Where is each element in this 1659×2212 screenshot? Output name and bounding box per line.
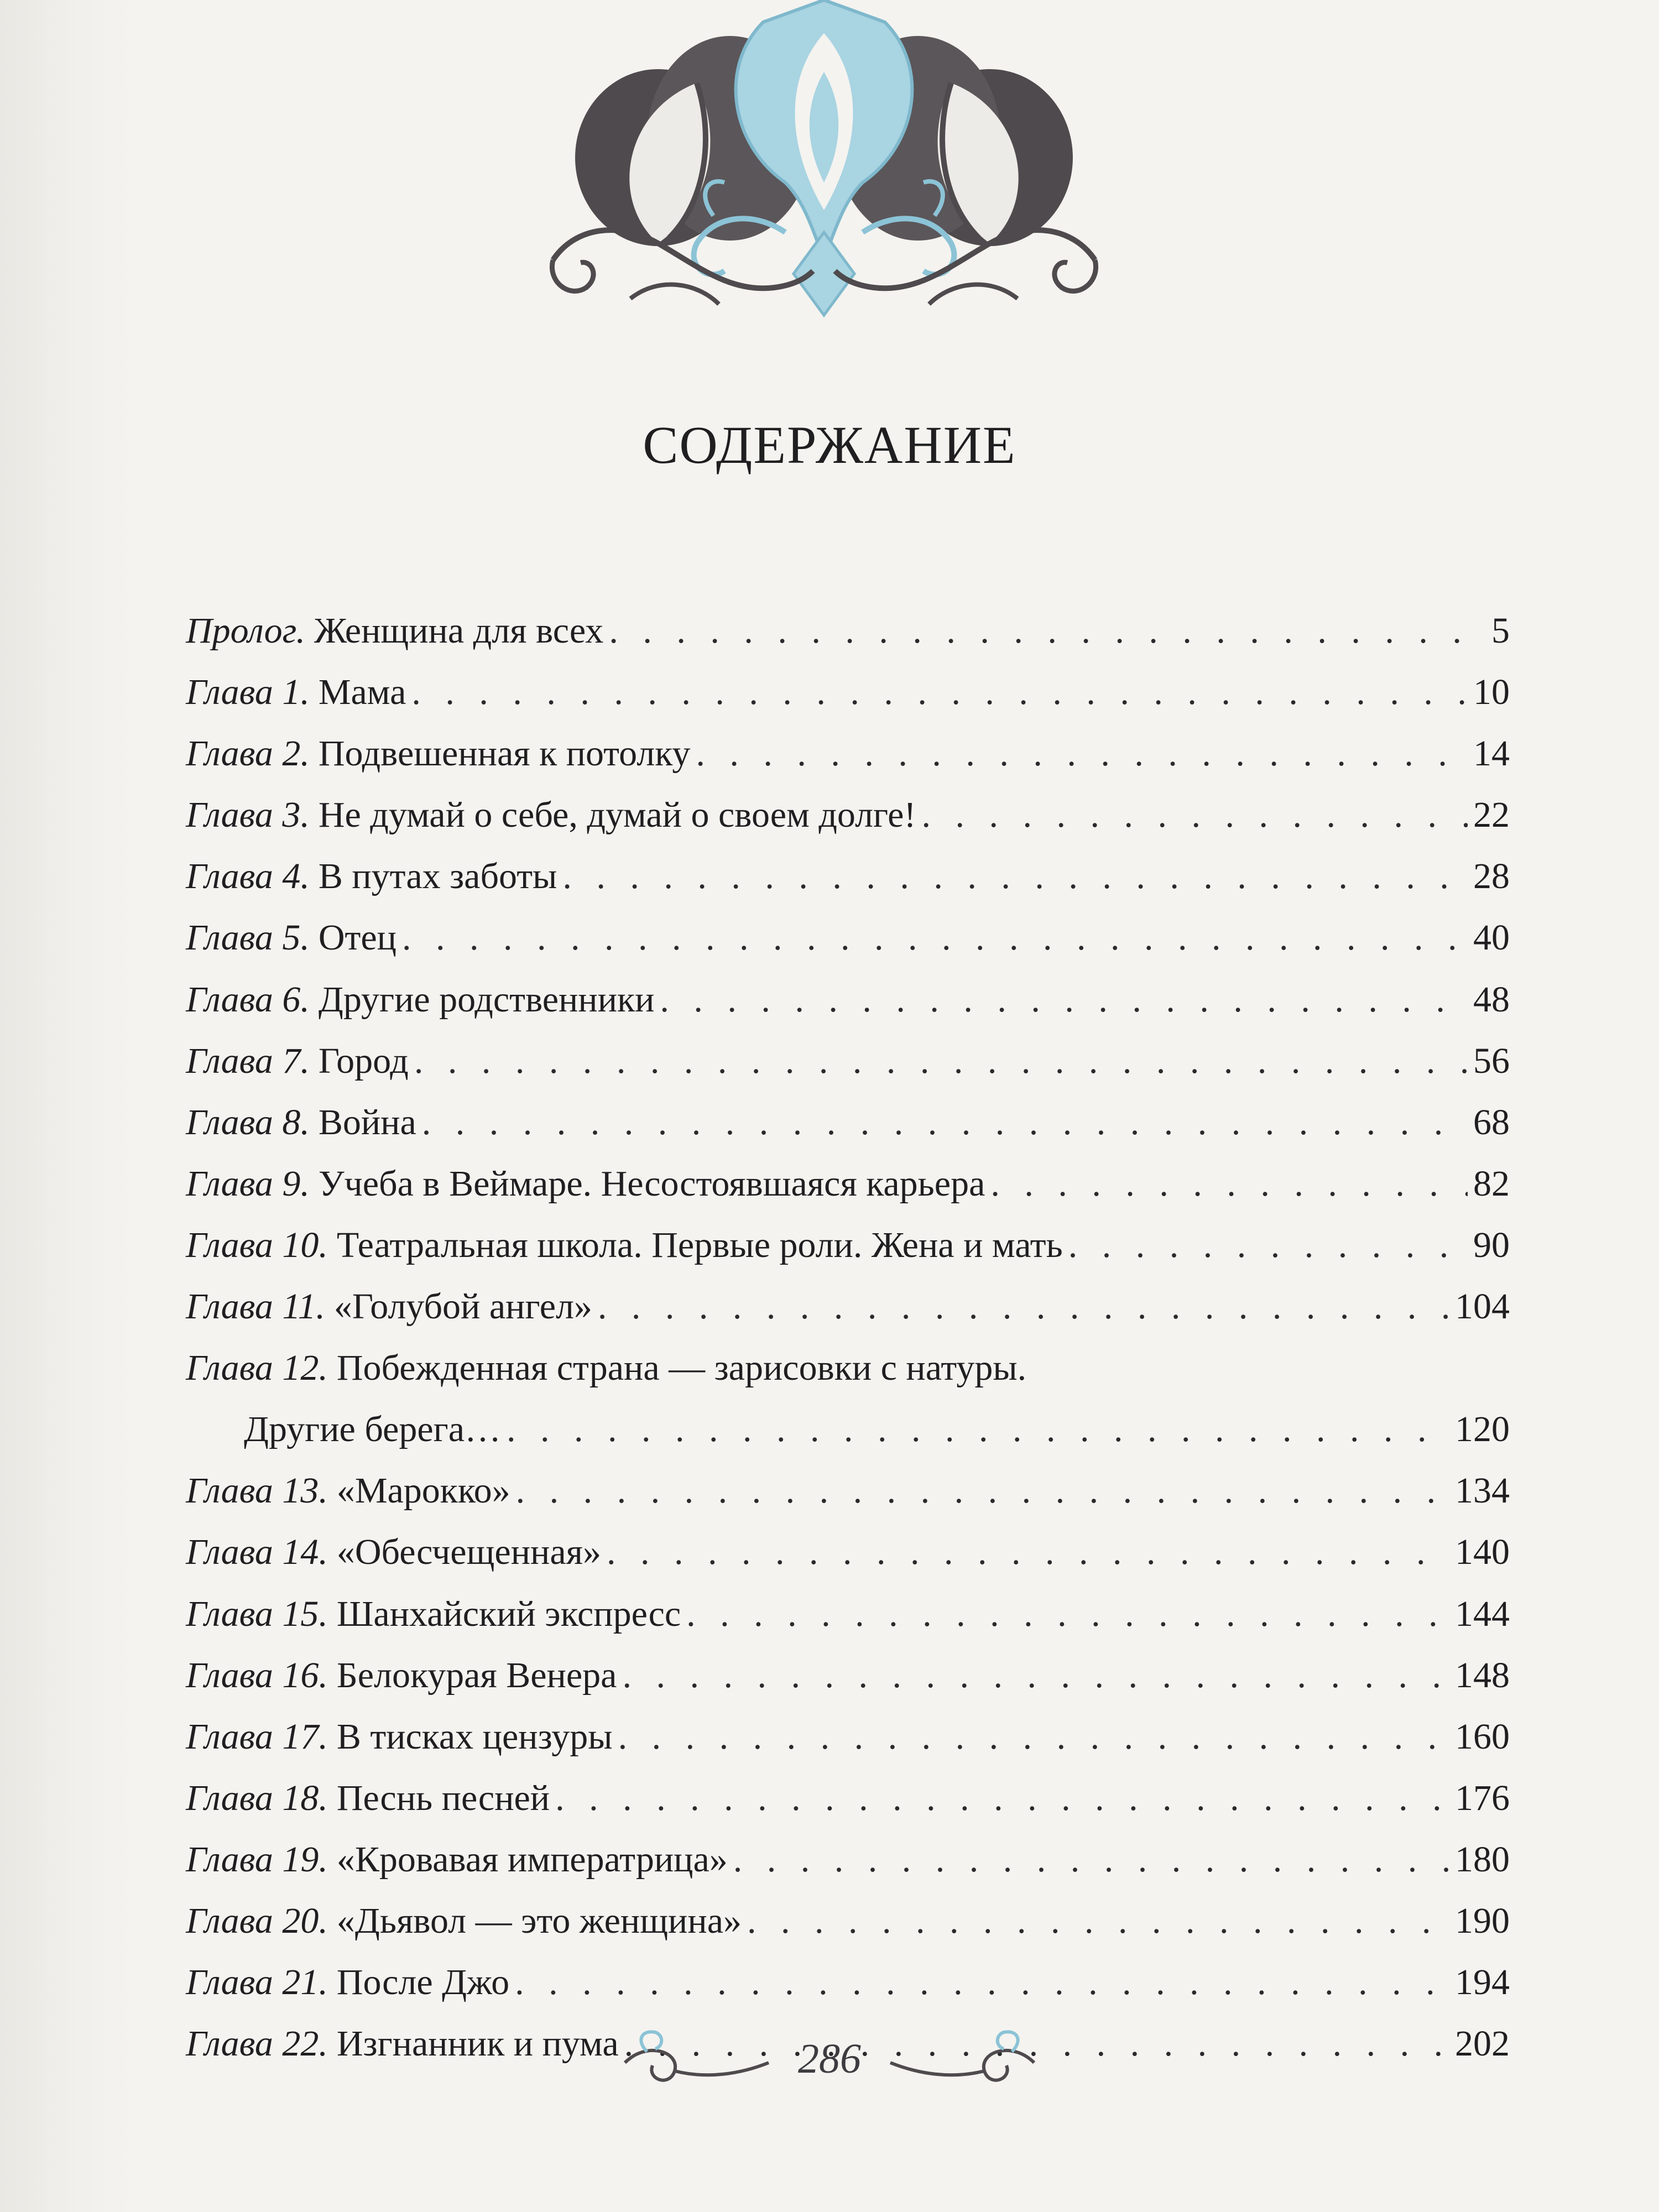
toc-leader-dots bbox=[660, 969, 1468, 1030]
toc-entry-title: В тисках цензуры bbox=[336, 1716, 613, 1757]
toc-leader-dots bbox=[414, 1030, 1468, 1092]
toc-entry bbox=[186, 1583, 1510, 1645]
toc-entry-title: Учеба в Веймаре. Несостоявшаяся карьера bbox=[318, 1163, 985, 1204]
toc-entry-title: Изгнанник и пума bbox=[336, 2023, 619, 2064]
toc-entry-title: Побежденная страна — зарисовки с натуры. bbox=[336, 1348, 1027, 1389]
toc-leader-dots bbox=[921, 784, 1468, 846]
toc-entry-page: 82 bbox=[1473, 1163, 1510, 1204]
toc-leader-dots bbox=[696, 723, 1468, 784]
toc-entry-page: 28 bbox=[1473, 856, 1510, 897]
toc-entry bbox=[186, 846, 1510, 907]
toc-entry-page: 134 bbox=[1455, 1470, 1510, 1511]
toc-leader-dots bbox=[411, 661, 1468, 723]
page-number: 286 bbox=[798, 2036, 861, 2082]
toc-entry-title: Шанхайский экспресс bbox=[336, 1593, 681, 1634]
toc-entry-title: Белокурая Венера bbox=[336, 1655, 617, 1695]
toc-entry-title: После Джо bbox=[336, 1962, 510, 2003]
toc-entry-page: 90 bbox=[1473, 1224, 1510, 1265]
toc-entry-page: 120 bbox=[1455, 1409, 1510, 1450]
toc-leader-dots bbox=[990, 1153, 1468, 1214]
toc-entry-title: Город bbox=[318, 1040, 409, 1081]
toc-entry-title: В путах заботы bbox=[318, 856, 557, 897]
toc-leader-dots bbox=[562, 846, 1468, 907]
toc-entry-title: Женщина для всех bbox=[314, 611, 604, 651]
toc-entry-title: «Обесчещенная» bbox=[336, 1532, 602, 1573]
toc-entry-label: Глава 16. bbox=[186, 1655, 328, 1695]
toc-entry-label: Глава 3. bbox=[186, 795, 310, 836]
toc-entry bbox=[186, 1829, 1510, 1890]
toc-entry bbox=[186, 1645, 1510, 1706]
toc-entry-page: 190 bbox=[1455, 1900, 1510, 1941]
toc-leader-dots bbox=[733, 1829, 1449, 1890]
toc-entry bbox=[186, 723, 1510, 784]
toc-entry-page: 22 bbox=[1473, 795, 1510, 836]
page-edge-shadow bbox=[0, 0, 133, 2212]
toc-entry-label: Глава 12. bbox=[186, 1348, 328, 1389]
toc-entry-page: 180 bbox=[1455, 1839, 1510, 1880]
toc-entry-title: «Кровавая императрица» bbox=[336, 1839, 728, 1880]
toc-entry-page: 48 bbox=[1473, 979, 1510, 1020]
toc-leader-dots bbox=[607, 1521, 1449, 1583]
toc-entry bbox=[186, 1767, 1510, 1829]
toc-leader-dots bbox=[555, 1767, 1449, 1829]
toc-entry bbox=[186, 1153, 1510, 1214]
page-footer bbox=[614, 2018, 1045, 2096]
toc-entry bbox=[186, 1706, 1510, 1767]
toc-entry bbox=[186, 1460, 1510, 1521]
toc-entry-label: Глава 5. bbox=[186, 917, 310, 958]
toc-entry bbox=[186, 1399, 1510, 1460]
toc-entry-label: Глава 2. bbox=[186, 733, 310, 774]
toc-entry-page: 56 bbox=[1473, 1040, 1510, 1081]
toc-entry-label: Глава 13. bbox=[186, 1470, 328, 1511]
toc-entry-page: 14 bbox=[1473, 733, 1510, 774]
toc-leader-dots bbox=[1068, 1214, 1468, 1276]
toc-entry-label: Глава 6. bbox=[186, 979, 310, 1020]
page-title: СОДЕРЖАНИЕ bbox=[643, 415, 1016, 474]
toc-entry-label: Глава 14. bbox=[186, 1532, 328, 1573]
toc-entry-page: 160 bbox=[1455, 1716, 1510, 1757]
toc-entry-label: Глава 9. bbox=[186, 1163, 310, 1204]
table-of-contents bbox=[186, 600, 1510, 2074]
toc-entry-title: Другие родственники bbox=[318, 979, 655, 1020]
toc-entry-label: Глава 18. bbox=[186, 1777, 328, 1818]
toc-entry-label: Глава 10. bbox=[186, 1224, 328, 1265]
fleur-ornament-icon bbox=[531, 0, 1117, 332]
toc-entry bbox=[186, 1276, 1510, 1337]
toc-entry-label: Пролог. bbox=[186, 611, 305, 651]
toc-entry-title: «Голубой ангел» bbox=[333, 1286, 592, 1327]
toc-entry-label: Глава 4. bbox=[186, 856, 310, 897]
toc-leader-dots bbox=[598, 1276, 1449, 1337]
toc-entry-title: Не думай о себе, думай о своем долге! bbox=[318, 795, 916, 836]
toc-entry-label: Глава 7. bbox=[186, 1040, 310, 1081]
toc-leader-dots bbox=[618, 1706, 1449, 1767]
toc-entry bbox=[186, 1952, 1510, 2013]
toc-entry-label: Глава 17. bbox=[186, 1716, 328, 1757]
toc-entry-title: Мама bbox=[318, 672, 406, 713]
toc-entry-label: Глава 8. bbox=[186, 1102, 310, 1142]
toc-entry-title: Отец bbox=[318, 917, 397, 958]
toc-entry bbox=[186, 1092, 1510, 1153]
toc-entry-label: Глава 22. bbox=[186, 2023, 328, 2064]
toc-entry-page: 194 bbox=[1455, 1962, 1510, 2003]
toc-leader-dots bbox=[686, 1583, 1449, 1645]
toc-entry-label: Глава 11. bbox=[186, 1286, 325, 1327]
toc-entry-label: Глава 21. bbox=[186, 1962, 328, 2003]
toc-entry-title: Война bbox=[318, 1102, 416, 1142]
toc-entry-label: Глава 19. bbox=[186, 1839, 328, 1880]
toc-entry bbox=[186, 600, 1510, 661]
toc-leader-dots bbox=[622, 1645, 1449, 1706]
toc-leader-dots bbox=[516, 1460, 1449, 1521]
toc-entry-page: 68 bbox=[1473, 1102, 1510, 1142]
toc-entry bbox=[186, 1337, 1510, 1399]
toc-entry-label: Глава 1. bbox=[186, 672, 310, 713]
toc-entry bbox=[186, 969, 1510, 1030]
toc-leader-dots bbox=[507, 1399, 1449, 1460]
toc-entry-title: Песнь песней bbox=[336, 1777, 550, 1818]
toc-entry-page: 144 bbox=[1455, 1593, 1510, 1634]
toc-entry-page: 176 bbox=[1455, 1777, 1510, 1818]
toc-entry-title: Другие берега… bbox=[244, 1409, 501, 1450]
toc-entry bbox=[186, 784, 1510, 846]
toc-entry bbox=[186, 907, 1510, 968]
toc-leader-dots bbox=[515, 1952, 1449, 2013]
toc-entry-page: 202 bbox=[1455, 2023, 1510, 2064]
toc-leader-dots bbox=[402, 907, 1468, 968]
toc-leader-dots bbox=[422, 1092, 1468, 1153]
toc-entry-page: 5 bbox=[1491, 611, 1510, 651]
toc-leader-dots bbox=[747, 1890, 1449, 1952]
toc-entry-title: Театральная школа. Первые роли. Жена и мать bbox=[336, 1224, 1063, 1265]
toc-entry-page: 148 bbox=[1455, 1655, 1510, 1695]
toc-entry-title: «Марокко» bbox=[336, 1470, 510, 1511]
toc-entry-page: 40 bbox=[1473, 917, 1510, 958]
toc-entry-title: «Дьявол — это женщина» bbox=[336, 1900, 742, 1941]
toc-entry bbox=[186, 1214, 1510, 1276]
toc-entry bbox=[186, 661, 1510, 723]
toc-entry bbox=[186, 1890, 1510, 1952]
toc-entry-page: 140 bbox=[1455, 1532, 1510, 1573]
toc-leader-dots bbox=[609, 600, 1486, 661]
toc-entry-page: 104 bbox=[1455, 1286, 1510, 1327]
toc-entry bbox=[186, 1521, 1510, 1583]
toc-entry-page: 10 bbox=[1473, 672, 1510, 713]
toc-entry bbox=[186, 1030, 1510, 1092]
toc-entry-label: Глава 20. bbox=[186, 1900, 328, 1941]
toc-entry-title: Подвешенная к потолку bbox=[318, 733, 691, 774]
toc-entry-label: Глава 15. bbox=[186, 1593, 328, 1634]
